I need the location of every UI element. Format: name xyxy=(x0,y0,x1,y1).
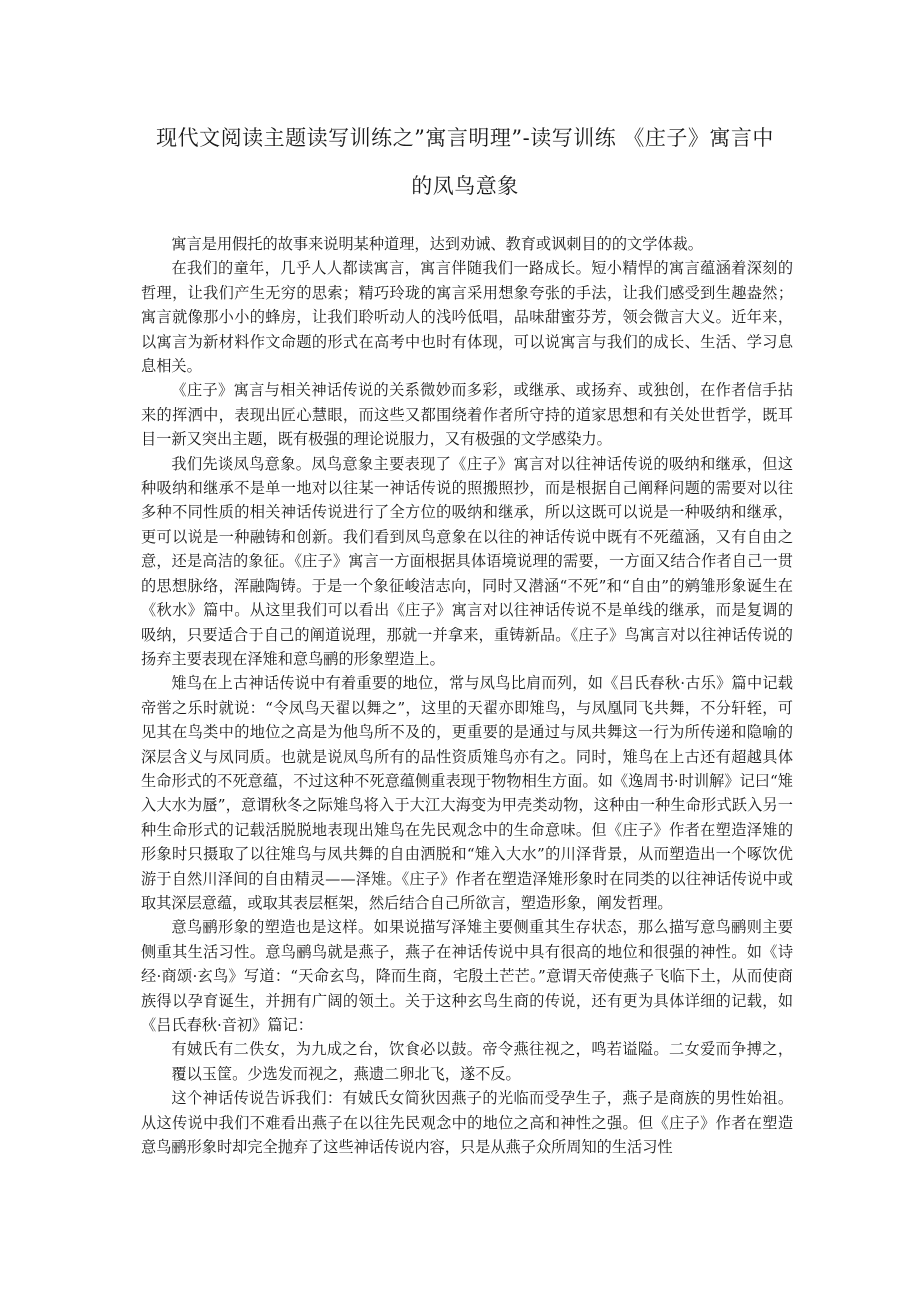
paragraph-zhuangzi-fables: 《庄子》寓言与相关神话传说的关系微妙而多彩，或继承、或扬弃、或独创，在作者信手拈来的挥洒中，表现出匠心慧眼，而这些又都围绕着作者所守持的道家思想和有关处世哲学，既耳目一新又突出主题，既有极强的理论说服力，又有极强的文学感染力。 xyxy=(141,381,793,449)
document-title-line-2: 的凤鸟意象 xyxy=(411,174,519,198)
paragraph-pheasant: 雉鸟在上古神话传说中有着重要的地位，常与凤鸟比肩而列，如《吕氏春秋·古乐》篇中记载帝喾之乐时就说：“令凤鸟天翟以舞之”，这里的天翟亦即雉鸟，与凤凰同飞共舞，不分轩轾，可见其在鸟类中的地位之高是为他鸟所不及的，更重要的是通过与凤共舞这一行为所传递和隐喻的深层含义与凤同质。也就是说凤鸟所有的品性资质雉鸟亦有之。同时，雉鸟在上古还有超越具体生命形式的不死意蕴，不过这种不死意蕴侧重表现于物物相生方面。如《逸周书·时训解》记曰“雉入大水为蜃”，意谓秋冬之际雉鸟将入于大江大海变为甲壳类动物，这种由一种生命形式跃入另一种生命形式的记载活脱脱地表现出雉鸟在先民观念中的生命意味。但《庄子》作者在塑造泽雉的形象时只摄取了以往雉鸟与凤共舞的自由洒脱和“雉入大水”的川泽背景，从而塑造出一个啄饮优游于自然川泽间的自由精灵——泽雉。《庄子》作者在塑造泽雉形象时在同类的以往神话传说中或取其深层意蕴，或取其表层框架，然后结合自己所欲言，塑造形象，阐发哲理。 xyxy=(141,674,793,912)
paragraph-myth-meaning: 这个神话传说告诉我们：有娀氏女简狄因燕子的光临而受孕生子，燕子是商族的男性始祖。从这传说中我们不难看出燕子在以往先民观念中的地位之高和神性之强。但《庄子》作者在塑造意鸟鹂形象时却完全抛弃了这些神话传说内容，只是从燕子众所周知的生活习性 xyxy=(141,1089,793,1157)
paragraph-definition: 寓言是用假托的故事来说明某种道理，达到劝诫、教育或讽刺目的的文学体裁。 xyxy=(171,235,703,253)
document-title-line-1: 现代文阅读主题读写训练之”寓言明理”-读写训练 《庄子》寓言中 xyxy=(156,126,774,150)
paragraph-phoenix-imagery: 我们先谈凤鸟意象。凤鸟意象主要表现了《庄子》寓言对以往神话传说的吸纳和继承，但这种吸纳和继承不是单一地对以往某一神话传说的照搬照抄，而是根据自己阐释问题的需要对以往多种不同性质的相关神话传说进行了全方位的吸纳和继承，所以这既可以说是一种吸纳和继承，更可以说是一种融铸和创新。我们看到凤鸟意象在以往的神话传说中既有不死蕴涵，又有自由之意，还是高洁的象征。《庄子》寓言一方面根据具体语境说理的需要，一方面又结合作者自己一贯的思想脉络，浑融陶铸。于是一个象征峻洁志向，同时又潜涵“不死”和“自由”的鹓雏形象诞生在《秋水》篇中。从这里我们可以看出《庄子》寓言对以往神话传说不是单线的继承，而是复调的吸纳，只要适合于自己的阐道说理，那就一并拿来，重铸新品。《庄子》鸟寓言对以往神话传说的扬弃主要表现在泽雉和意鸟鹂的形象塑造上。 xyxy=(141,454,793,668)
paragraph-childhood: 在我们的童年，几乎人人都读寓言，寓言伴随我们一路成长。短小精悍的寓言蕴涵着深刻的哲理，让我们产生无穷的思索；精巧玲珑的寓言采用想象夸张的手法，让我们感受到生趣盎然；寓言就像那小小的蜂房，让我们聆听动人的浅吟低唱，品味甜蜜芬芳，领会微言大义。近年来，以寓言为新材料作文命题的形式在高考中也时有体现，可以说寓言与我们的成长、生活、学习息息相关。 xyxy=(141,259,793,376)
paragraph-swallow: 意鸟鹂形象的塑造也是这样。如果说描写泽雉主要侧重其生存状态，那么描写意鸟鹂则主要侧重其生活习性。意鸟鹂鸟就是燕子，燕子在神话传说中具有很高的地位和很强的神性。如《诗经·商颂·玄鸟》写道：“天命玄鸟，降而生商，宅殷土芒芒。”意谓天帝使燕子飞临下土，从而使商族得以孕育诞生，并拥有广阔的领土。关于这种玄鸟生商的传说，还有更为具体详细的记载，如《吕氏春秋·音初》篇记： xyxy=(141,918,793,1034)
block-quote: 有娀氏有二佚女，为九成之台，饮食必以鼓。帝令燕往视之，鸣若谥隘。二女爱而争搏之，覆以玉筐。少选发而视之，燕遗二卵北飞，遂不反。 xyxy=(171,1040,793,1083)
document-body xyxy=(141,232,793,1159)
